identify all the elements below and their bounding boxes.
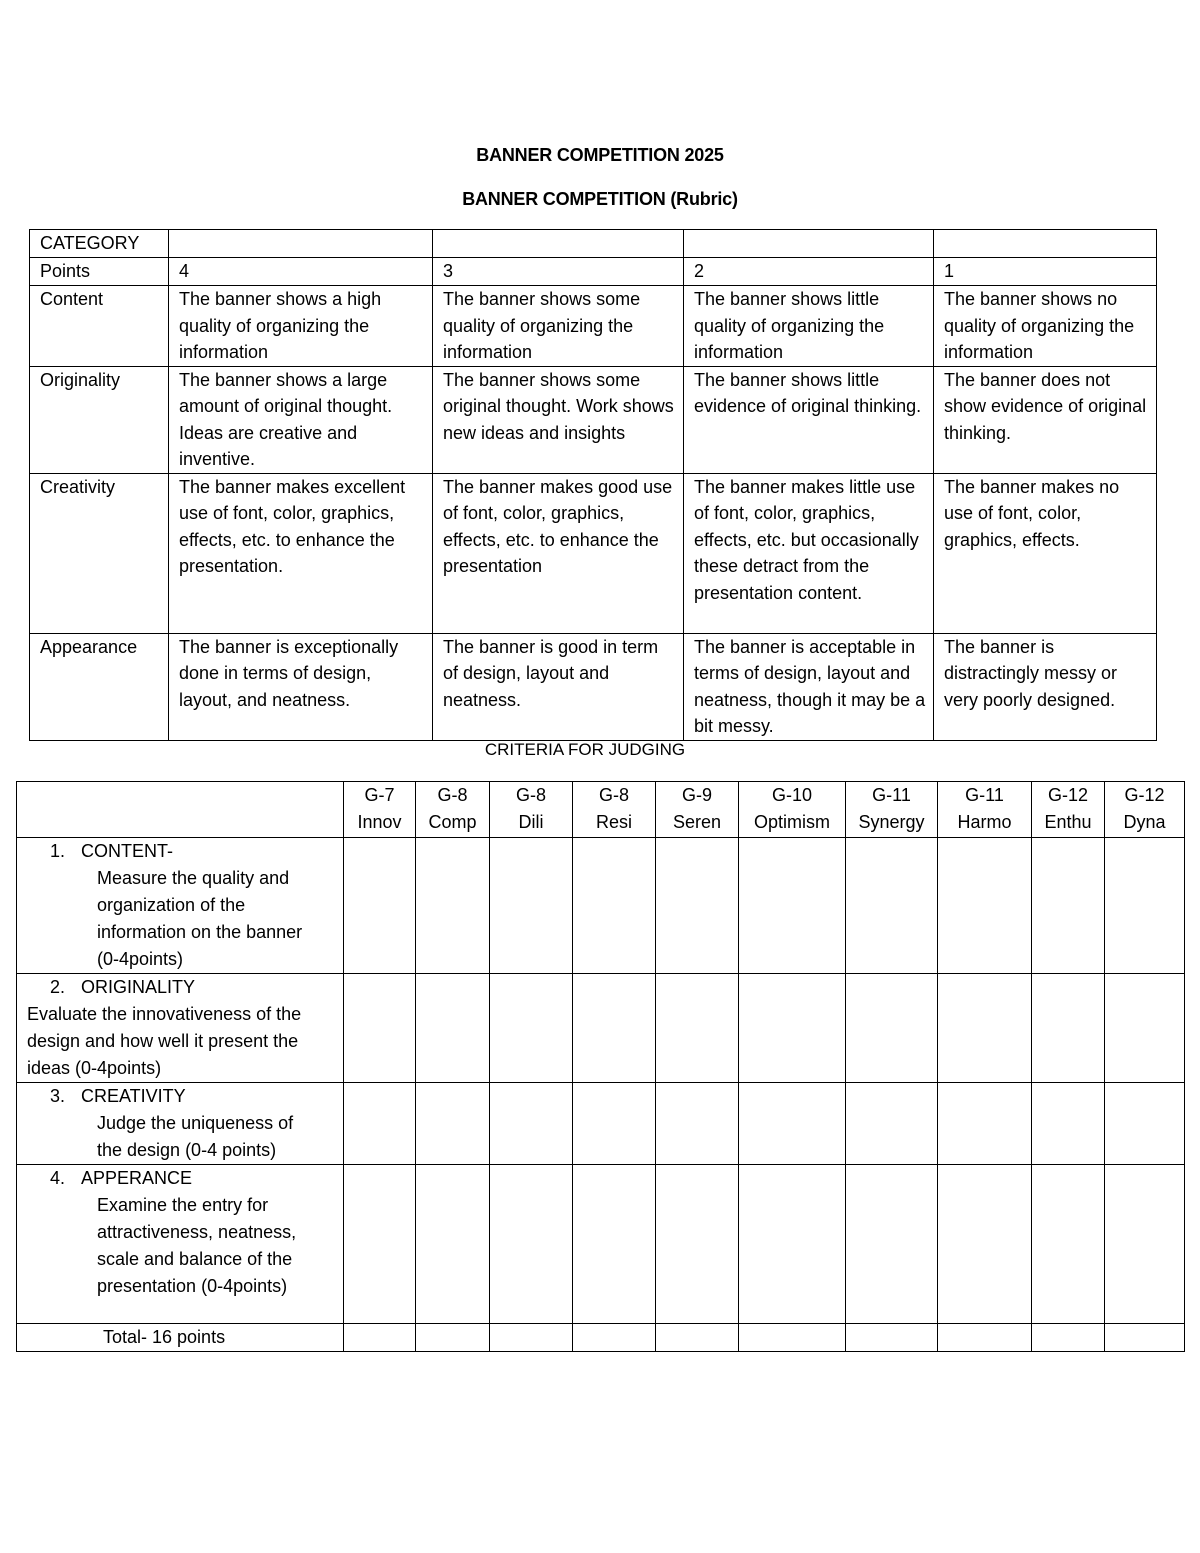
group-grade: G-11 bbox=[965, 785, 1004, 805]
rubric-cell: The banner is acceptable in terms of design, layout and neatness, though it may be a bit messy. bbox=[684, 633, 934, 740]
score-cell[interactable] bbox=[739, 838, 846, 974]
group-grade: G-11 bbox=[872, 785, 911, 805]
rubric-cell: The banner makes excellent use of font, color, graphics, effects, etc. to enhance the presentation. bbox=[169, 473, 433, 633]
score-cell[interactable] bbox=[846, 1165, 938, 1324]
group-name: Dili bbox=[518, 812, 544, 832]
rubric-row-category: Content bbox=[30, 286, 169, 367]
criterion-number: 3. bbox=[49, 1086, 65, 1106]
total-cell[interactable] bbox=[938, 1324, 1032, 1352]
criterion-description bbox=[17, 1165, 344, 1324]
score-cell[interactable] bbox=[846, 1083, 938, 1165]
criterion-row-originality bbox=[17, 974, 1185, 1083]
rubric-cell: The banner makes no use of font, color, graphics, effects. bbox=[934, 473, 1157, 633]
group-name: Comp bbox=[428, 812, 477, 832]
criterion-text: (0-4points) bbox=[97, 949, 184, 969]
criterion-text: presentation (0-4points) bbox=[97, 1276, 288, 1296]
total-cell[interactable] bbox=[656, 1324, 739, 1352]
score-cell[interactable] bbox=[656, 974, 739, 1083]
total-cell[interactable] bbox=[573, 1324, 656, 1352]
rubric-header-row bbox=[30, 230, 1157, 258]
group-grade: G-10 bbox=[771, 785, 813, 805]
score-cell[interactable] bbox=[938, 1165, 1032, 1324]
score-cell[interactable] bbox=[344, 1165, 416, 1324]
score-cell[interactable] bbox=[938, 838, 1032, 974]
score-cell[interactable] bbox=[1105, 1165, 1185, 1324]
group-header bbox=[573, 782, 656, 838]
criterion-text: organization of the bbox=[97, 895, 246, 915]
group-header bbox=[344, 782, 416, 838]
rubric-cell: The banner shows some quality of organizing the information bbox=[433, 286, 684, 367]
score-cell[interactable] bbox=[573, 1083, 656, 1165]
score-cell[interactable] bbox=[490, 838, 573, 974]
criterion-description bbox=[17, 1083, 344, 1165]
rubric-cell: The banner shows some original thought. Work shows new ideas and insights bbox=[433, 366, 684, 473]
rubric-cell: The banner is distractingly messy or very poorly designed. bbox=[934, 633, 1157, 740]
rubric-cell: The banner shows little quality of organizing the information bbox=[684, 286, 934, 367]
group-header bbox=[1032, 782, 1105, 838]
rubric-empty-cell bbox=[934, 230, 1157, 258]
criterion-text: Judge the uniqueness of bbox=[97, 1113, 294, 1133]
rubric-cell: The banner shows a large amount of original thought. Ideas are creative and inventive. bbox=[169, 366, 433, 473]
score-cell[interactable] bbox=[573, 974, 656, 1083]
score-cell[interactable] bbox=[1032, 838, 1105, 974]
rubric-row-appearance bbox=[30, 633, 1157, 740]
rubric-cell: The banner does not show evidence of original thinking. bbox=[934, 366, 1157, 473]
score-cell[interactable] bbox=[739, 1165, 846, 1324]
rubric-cell: The banner makes little use of font, color, graphics, effects, etc. but occasionally these detract from the presentation content. bbox=[684, 473, 934, 633]
rubric-cell: The banner is good in term of design, layout and neatness. bbox=[433, 633, 684, 740]
rubric-row-creativity bbox=[30, 473, 1157, 633]
criterion-title: CREATIVITY bbox=[81, 1086, 186, 1106]
total-label: Total- 16 points bbox=[17, 1324, 344, 1352]
rubric-points-value: 2 bbox=[684, 258, 934, 286]
group-grade: G-8 bbox=[598, 785, 629, 805]
score-cell[interactable] bbox=[739, 1083, 846, 1165]
rubric-empty-cell bbox=[684, 230, 934, 258]
criterion-text: Examine the entry for bbox=[97, 1195, 269, 1215]
total-cell[interactable] bbox=[739, 1324, 846, 1352]
group-name: Innov bbox=[357, 812, 402, 832]
score-cell[interactable] bbox=[1032, 1083, 1105, 1165]
group-grade: G-12 bbox=[1047, 785, 1089, 805]
score-cell[interactable] bbox=[656, 838, 739, 974]
criterion-row-appearance bbox=[17, 1165, 1185, 1324]
criterion-row-creativity bbox=[17, 1083, 1185, 1165]
rubric-row-category: Originality bbox=[30, 366, 169, 473]
group-grade: G-7 bbox=[364, 785, 395, 805]
criterion-description bbox=[17, 974, 344, 1083]
document-title: BANNER COMPETITION 2025 bbox=[476, 145, 724, 165]
score-cell[interactable] bbox=[490, 1165, 573, 1324]
score-cell[interactable] bbox=[656, 1165, 739, 1324]
score-cell[interactable] bbox=[573, 1165, 656, 1324]
rubric-points-label: Points bbox=[30, 258, 169, 286]
score-cell[interactable] bbox=[344, 1083, 416, 1165]
group-name: Synergy bbox=[858, 812, 925, 832]
group-name: Dyna bbox=[1123, 812, 1166, 832]
criterion-text: ideas (0-4points) bbox=[27, 1058, 162, 1078]
score-cell[interactable] bbox=[1032, 974, 1105, 1083]
score-cell[interactable] bbox=[846, 838, 938, 974]
group-header bbox=[656, 782, 739, 838]
total-cell[interactable] bbox=[1032, 1324, 1105, 1352]
group-header bbox=[416, 782, 490, 838]
score-cell[interactable] bbox=[344, 838, 416, 974]
rubric-cell: The banner shows little evidence of original thinking. bbox=[684, 366, 934, 473]
group-name: Harmo bbox=[957, 812, 1012, 832]
score-cell[interactable] bbox=[344, 974, 416, 1083]
group-name: Seren bbox=[672, 812, 722, 832]
criterion-text: attractiveness, neatness, bbox=[97, 1222, 297, 1242]
rubric-points-value: 3 bbox=[433, 258, 684, 286]
rubric-points-value: 4 bbox=[169, 258, 433, 286]
score-cell[interactable] bbox=[739, 974, 846, 1083]
rubric-table bbox=[29, 229, 1157, 741]
rubric-row-originality bbox=[30, 366, 1157, 473]
score-cell[interactable] bbox=[490, 974, 573, 1083]
judging-corner-cell bbox=[17, 782, 344, 838]
judging-header-row bbox=[17, 782, 1185, 838]
score-cell[interactable] bbox=[938, 974, 1032, 1083]
score-cell[interactable] bbox=[846, 974, 938, 1083]
group-header bbox=[739, 782, 846, 838]
criterion-text: scale and balance of the bbox=[97, 1249, 293, 1269]
score-cell[interactable] bbox=[938, 1083, 1032, 1165]
score-cell[interactable] bbox=[416, 1165, 490, 1324]
score-cell[interactable] bbox=[1105, 1083, 1185, 1165]
score-cell[interactable] bbox=[1105, 838, 1185, 974]
total-cell[interactable] bbox=[344, 1324, 416, 1352]
group-header bbox=[490, 782, 573, 838]
group-grade: G-12 bbox=[1124, 785, 1165, 805]
criterion-text: the design (0-4 points) bbox=[97, 1140, 277, 1160]
criterion-title: CONTENT- bbox=[81, 841, 173, 861]
rubric-row-category: Appearance bbox=[30, 633, 169, 740]
criterion-text: Evaluate the innovativeness of the bbox=[27, 1004, 302, 1024]
rubric-cell: The banner shows a high quality of organizing the information bbox=[169, 286, 433, 367]
score-cell[interactable] bbox=[416, 1083, 490, 1165]
rubric-points-value: 1 bbox=[934, 258, 1157, 286]
rubric-empty-cell bbox=[433, 230, 684, 258]
group-name: Resi bbox=[595, 812, 632, 832]
rubric-cell: The banner shows no quality of organizing the information bbox=[934, 286, 1157, 367]
total-cell[interactable] bbox=[490, 1324, 573, 1352]
group-grade: G-8 bbox=[515, 785, 546, 805]
criterion-number: 4. bbox=[49, 1168, 65, 1188]
rubric-points-row bbox=[30, 258, 1157, 286]
score-cell[interactable] bbox=[573, 838, 656, 974]
rubric-empty-cell bbox=[169, 230, 433, 258]
rubric-row-content bbox=[30, 286, 1157, 367]
criterion-number: 1. bbox=[49, 841, 65, 861]
criterion-title: APPERANCE bbox=[81, 1168, 193, 1188]
criterion-description bbox=[17, 838, 344, 974]
group-header bbox=[1105, 782, 1185, 838]
total-cell[interactable] bbox=[846, 1324, 938, 1352]
score-cell[interactable] bbox=[1105, 974, 1185, 1083]
criteria-caption: CRITERIA FOR JUDGING bbox=[484, 740, 686, 759]
rubric-cell: The banner makes good use of font, color, graphics, effects, etc. to enhance the presentation bbox=[433, 473, 684, 633]
score-cell[interactable] bbox=[490, 1083, 573, 1165]
score-cell[interactable] bbox=[416, 838, 490, 974]
criterion-text: information on the banner bbox=[97, 922, 303, 942]
total-row bbox=[17, 1324, 1185, 1352]
total-cell[interactable] bbox=[1105, 1324, 1185, 1352]
judging-table bbox=[16, 781, 1185, 1352]
rubric-subtitle: BANNER COMPETITION (Rubric) bbox=[462, 189, 738, 209]
criterion-title: ORIGINALITY bbox=[81, 977, 196, 997]
group-header bbox=[938, 782, 1032, 838]
rubric-row-category: Creativity bbox=[30, 473, 169, 633]
criterion-row-content bbox=[17, 838, 1185, 974]
group-grade: G-9 bbox=[681, 785, 712, 805]
score-cell[interactable] bbox=[656, 1083, 739, 1165]
score-cell[interactable] bbox=[1032, 1165, 1105, 1324]
group-header bbox=[846, 782, 938, 838]
total-cell[interactable] bbox=[416, 1324, 490, 1352]
criterion-text: design and how well it present the bbox=[27, 1031, 299, 1051]
rubric-category-header: CATEGORY bbox=[30, 230, 169, 258]
criterion-number: 2. bbox=[49, 977, 65, 997]
group-name: Enthu bbox=[1044, 812, 1092, 832]
criterion-text: Measure the quality and bbox=[97, 868, 290, 888]
score-cell[interactable] bbox=[416, 974, 490, 1083]
group-grade: G-8 bbox=[437, 785, 468, 805]
rubric-cell: The banner is exceptionally done in terms of design, layout, and neatness. bbox=[169, 633, 433, 740]
group-name: Optimism bbox=[754, 812, 830, 832]
